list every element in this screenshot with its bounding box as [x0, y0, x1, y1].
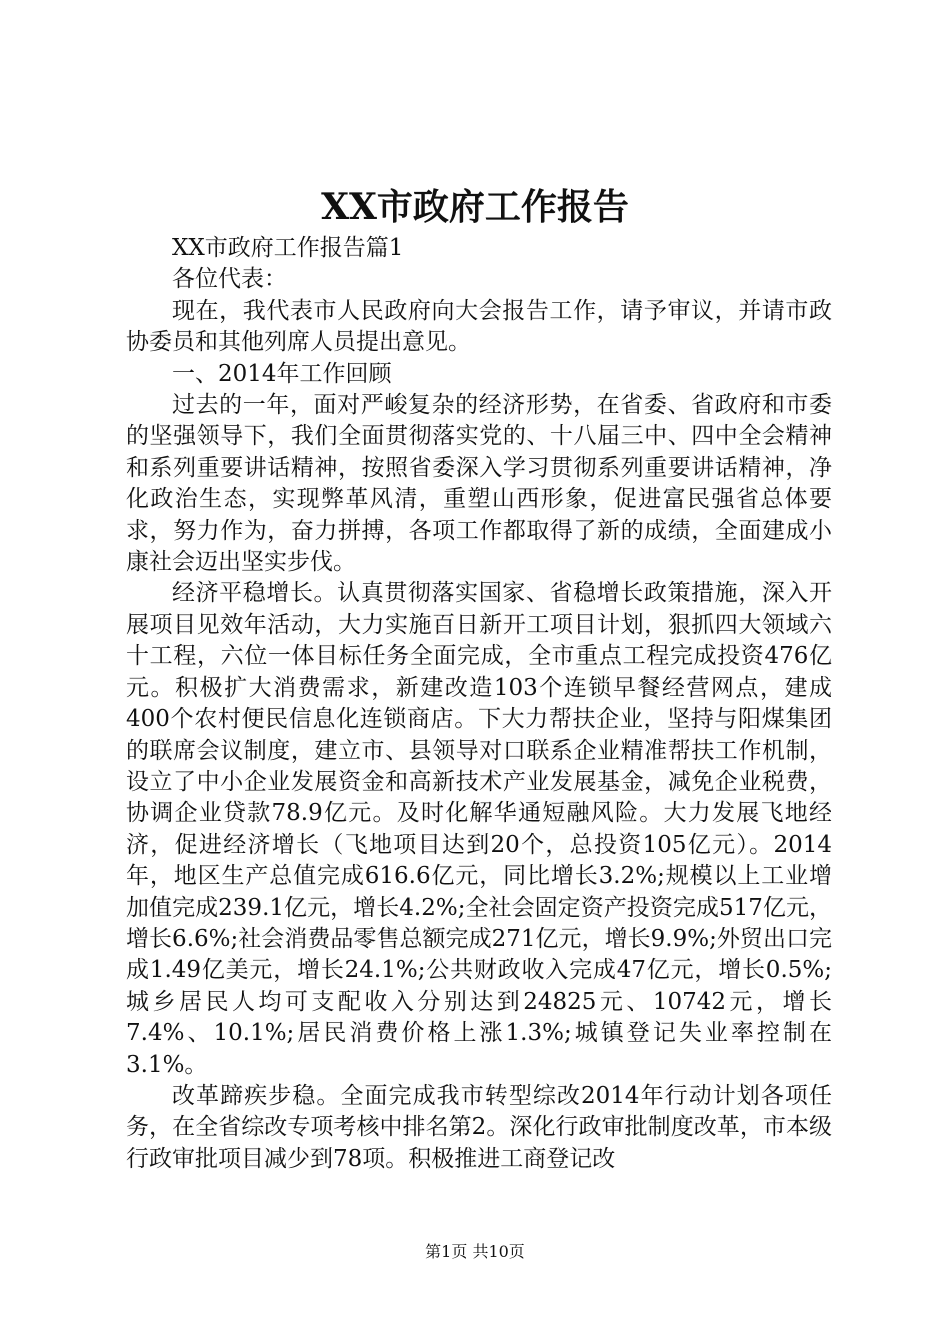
section-heading-review: 一、2014年工作回顾 [172, 360, 392, 387]
paragraph-reform: 改革蹄疾步稳。全面完成我市转型综改2014年行动计划各项任务，在全省综改专项考核中排名第2。深化行政审批制度改革，市本级行政审批项目减少到78项。积极推进工商登记改 [126, 1082, 832, 1172]
paragraph-economy: 经济平稳增长。认真贯彻落实国家、省稳增长政策措施，深入开展项目见效年活动，大力实施百日新开工项目计划，狠抓四大领域六十工程，六位一体目标任务全面完成，全市重点工程完成投资476亿元。积极扩大消费需求，新建改造103个连锁早餐经营网点，建成400个农村便民信息化连锁商店。下大力帮扶企业，坚持与阳煤集团的联席会议制度，建立市、县领导对口联系企业精准帮扶工作机制，设立了中小企业发展资金和高新技术产业发展基金，减免企业税费，协调企业贷款78.9亿元。及时化解华通短融风险。大力发展飞地经济，促进经济增长（飞地项目达到20个，总投资105亿元）。2014年，地区生产总值完成616.6亿元，同比增长3.2%;规模以上工业增加值完成239.1亿元，增长4.2%;全社会固定资产投资完成517亿元，增长6.6%;社会消费品零售总额完成271亿元，增长9.9%;外贸出口完成1.49亿美元，增长24.1%;公共财政收入完成47亿元，增长0.5%;城乡居民人均可支配收入分别达到24825元、10742元，增长7.4%、10.1%;居民消费价格上涨1.3%;城镇登记失业率控制在3.1%。 [126, 580, 832, 1078]
salutation: 各位代表： [172, 266, 287, 293]
page-footer: 第1页 共10页 [425, 1242, 525, 1261]
paragraph-intro: 现在，我代表市人民政府向大会报告工作，请予审议，并请市政协委员和其他列席人员提出意见。 [126, 297, 832, 356]
paragraph-overview: 过去的一年，面对严峻复杂的经济形势，在省委、省政府和市委的坚强领导下，我们全面贯彻落实党的、十八届三中、四中全会精神和系列重要讲话精神，按照省委深入学习贯彻系列重要讲话精神，净化政治生态，实现弊革风清，重塑山西形象，促进富民强省总体要求，努力作为，奋力拼搏，各项工作都取得了新的成绩，全面建成小康社会迈出坚实步伐。 [126, 392, 832, 576]
section-heading: XX市政府工作报告篇1 [172, 235, 404, 261]
document-body [126, 233, 832, 1175]
page-title: XX市政府工作报告 [321, 186, 629, 228]
